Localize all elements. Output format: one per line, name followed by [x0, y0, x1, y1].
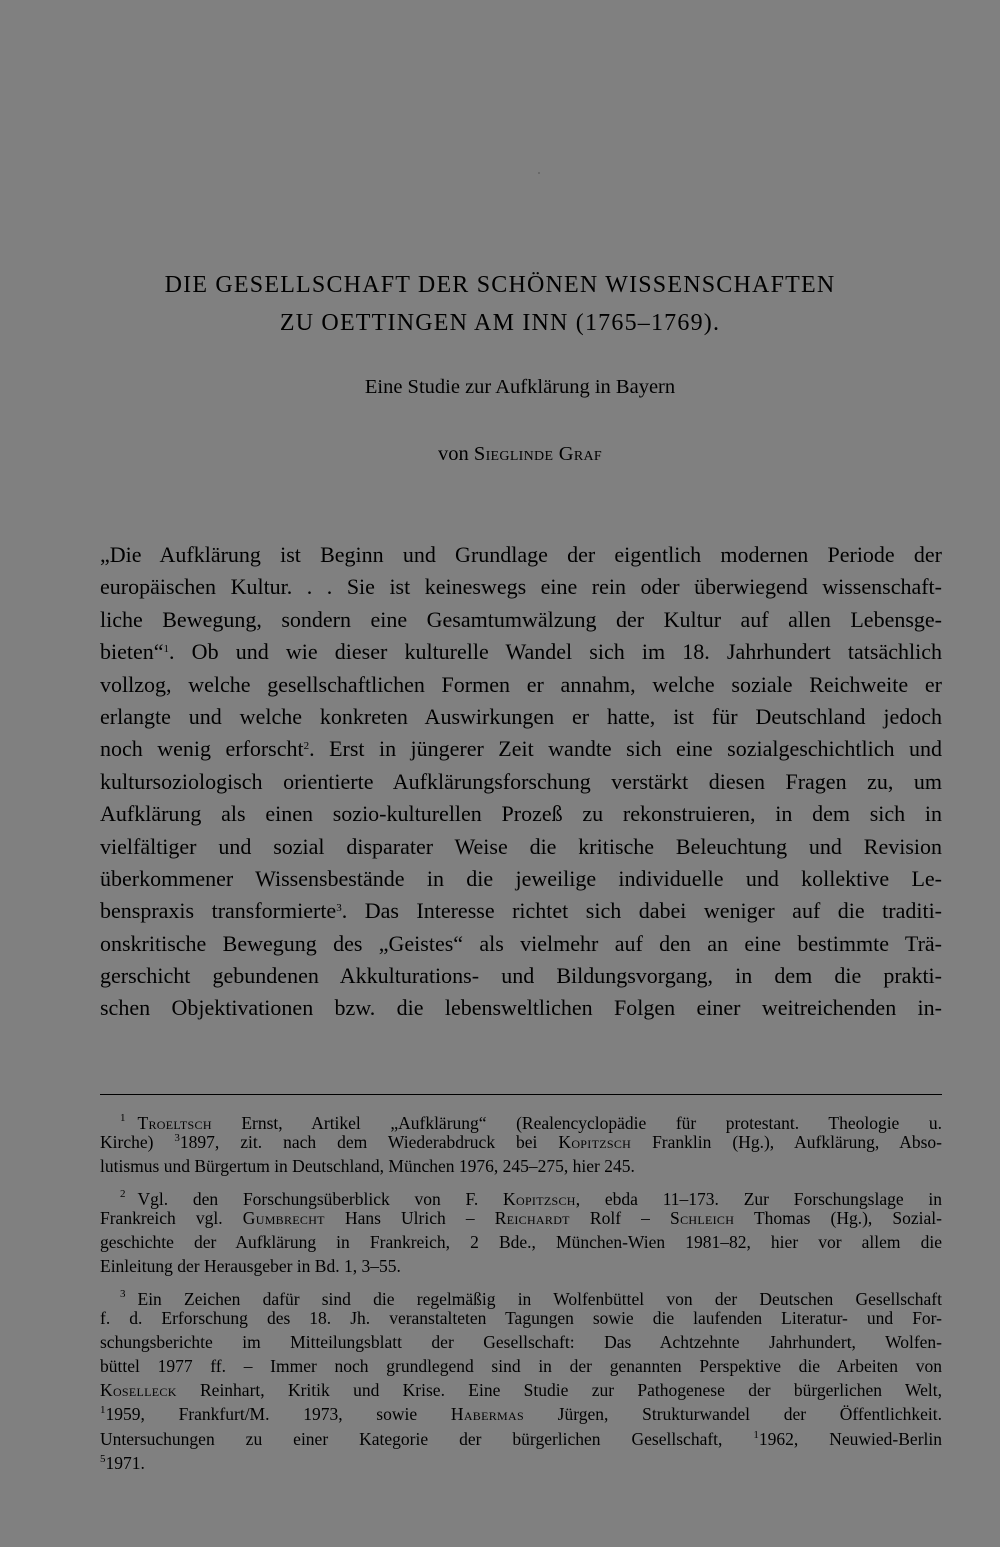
title-line-2: ZU OETTINGEN AM INN (1765–1769).	[279, 310, 721, 336]
footnote-line: $^3$ Ein Zeichen dafür sind die regelmäßig in Wolfenbüttel von der Deutschen Gesellschaft	[120, 1288, 942, 1309]
body-line: Aufklärung als einen sozio-kulturellen Prozeß zu rekonstruieren, in dem sich in	[100, 801, 942, 827]
author-name: Sieglinde Graf	[473, 443, 602, 465]
footnote-marker: 1	[120, 1112, 126, 1124]
footnote-line: büttel 1977 ff. – Immer noch grundlegend sind in der genannten Perspektive die Arbeiten von	[100, 1356, 942, 1377]
footnote-line: Koselleck Reinhart, Kritik und Krise. Eine Studie zur Pathogenese der bürgerlichen Welt,	[100, 1380, 942, 1401]
footnote-line: Einleitung der Herausgeber in Bd. 1, 3–55.	[100, 1256, 401, 1277]
footnote-line: schungsberichte im Mitteilungsblatt der Gesellschaft: Das Achtzehnte Jahrhundert, Wolfen-	[100, 1332, 942, 1353]
body-line: kultursoziologisch orientierte Aufklärungsforschung verstärkt diesen Fragen zu, um	[100, 768, 942, 794]
footnote-line: Untersuchungen zu einer Kategorie der bürgerlichen Gesellschaft, $^1$1962, Neuwied-Berlin	[100, 1428, 942, 1449]
title-line-1: DIE GESELLSCHAFT DER SCHÖNEN WISSENSCHAFTEN	[164, 272, 836, 298]
footnote-ref: 2	[303, 740, 310, 753]
body-line: liche Bewegung, sondern eine Gesamtumwälzung der Kultur auf allen Lebensge-	[100, 606, 942, 632]
footnote-1	[100, 1106, 942, 1178]
footnote-marker: 3	[120, 1288, 126, 1300]
body-line: vollzog, welche gesellschaftlichen Formen er annahm, welche soziale Reichweite er	[100, 671, 942, 697]
footnote-ref: 3	[336, 902, 342, 915]
footnote-2	[100, 1182, 942, 1278]
body-line: vielfältiger und sozial disparater Weise die kritische Beleuchtung und Revision	[100, 833, 942, 859]
body-line: „Die Aufklärung ist Beginn und Grundlage der eigentlich modernen Periode der	[100, 542, 942, 567]
footnote-line: f. d. Erforschung des 18. Jh. veranstalteten Tagungen sowie die laufenden Literatur- und For-	[100, 1308, 942, 1329]
author-line	[0, 443, 1000, 466]
footnote-line: $^5$1971.	[100, 1452, 145, 1473]
author-prefix: von	[438, 443, 469, 465]
footnote-line: Frankreich vgl. Gumbrecht Hans Ulrich – Reichardt Rolf – Schleich Thomas (Hg.), Sozial-	[100, 1208, 942, 1229]
footnote-ref: 1	[163, 643, 170, 656]
footnote-line: lutismus und Bürgertum in Deutschland, München 1976, 245–275, hier 245.	[100, 1156, 635, 1177]
body-line: erlangte und welche konkreten Auswirkungen er hatte, ist für Deutschland jedoch	[100, 703, 942, 729]
body-line: überkommener Wissensbestände in die jeweilige individuelle und kollektive Le-	[100, 865, 942, 891]
footnote-3	[100, 1282, 942, 1475]
body-line: benspraxis transformierte$^3$. Das Interesse richtet sich dabei weniger auf die traditi-	[100, 898, 943, 924]
footnote-line: $^1$1959, Frankfurt/M. 1973, sowie Habermas Jürgen, Strukturwandel der Öffentlichkeit.	[100, 1404, 942, 1425]
footnote-divider	[100, 1094, 942, 1095]
scan-speck	[538, 172, 540, 174]
footnote-line: geschichte der Aufklärung in Frankreich, 2 Bde., München-Wien 1981–82, hier vor allem die	[100, 1232, 942, 1253]
footnote-marker: 2	[120, 1188, 126, 1200]
footnote-line: $^2$ Vgl. den Forschungsüberblick von F. Kopitzsch, ebda 11–173. Zur Forschungslage in	[120, 1188, 942, 1209]
body-line: onskritische Bewegung des „Geistes“ als vielmehr auf den an eine bestimmte Trä-	[100, 930, 942, 956]
body-line: bieten“$^1$. Ob und wie dieser kulturelle Wandel sich im 18. Jahrhundert tatsächlich	[100, 639, 942, 665]
subtitle: Eine Studie zur Aufklärung in Bayern	[364, 376, 676, 398]
body-line: europäischen Kultur. . . Sie ist keineswegs eine rein oder überwiegend wissenschaft-	[100, 574, 942, 600]
body-line: gerschicht gebundenen Akkulturations- und Bildungsvorgang, in dem die prakti-	[100, 963, 942, 989]
body-text	[100, 539, 942, 1025]
body-line: schen Objektivationen bzw. die lebensweltlichen Folgen einer weitreichenden in-	[100, 995, 942, 1021]
footnote-line: Kirche) $^3$1897, zit. nach dem Wiederabdruck bei Kopitzsch Franklin (Hg.), Aufklärung, Abso-	[100, 1132, 942, 1153]
footnote-line: $^1$ Troeltsch Ernst, Artikel „Aufklärung“ (Realencyclopädie für protestant. Theologie u.	[120, 1112, 942, 1133]
body-line: noch wenig erforscht$^2$. Erst in jüngerer Zeit wandte sich eine sozialgeschichtlich und	[100, 736, 942, 762]
